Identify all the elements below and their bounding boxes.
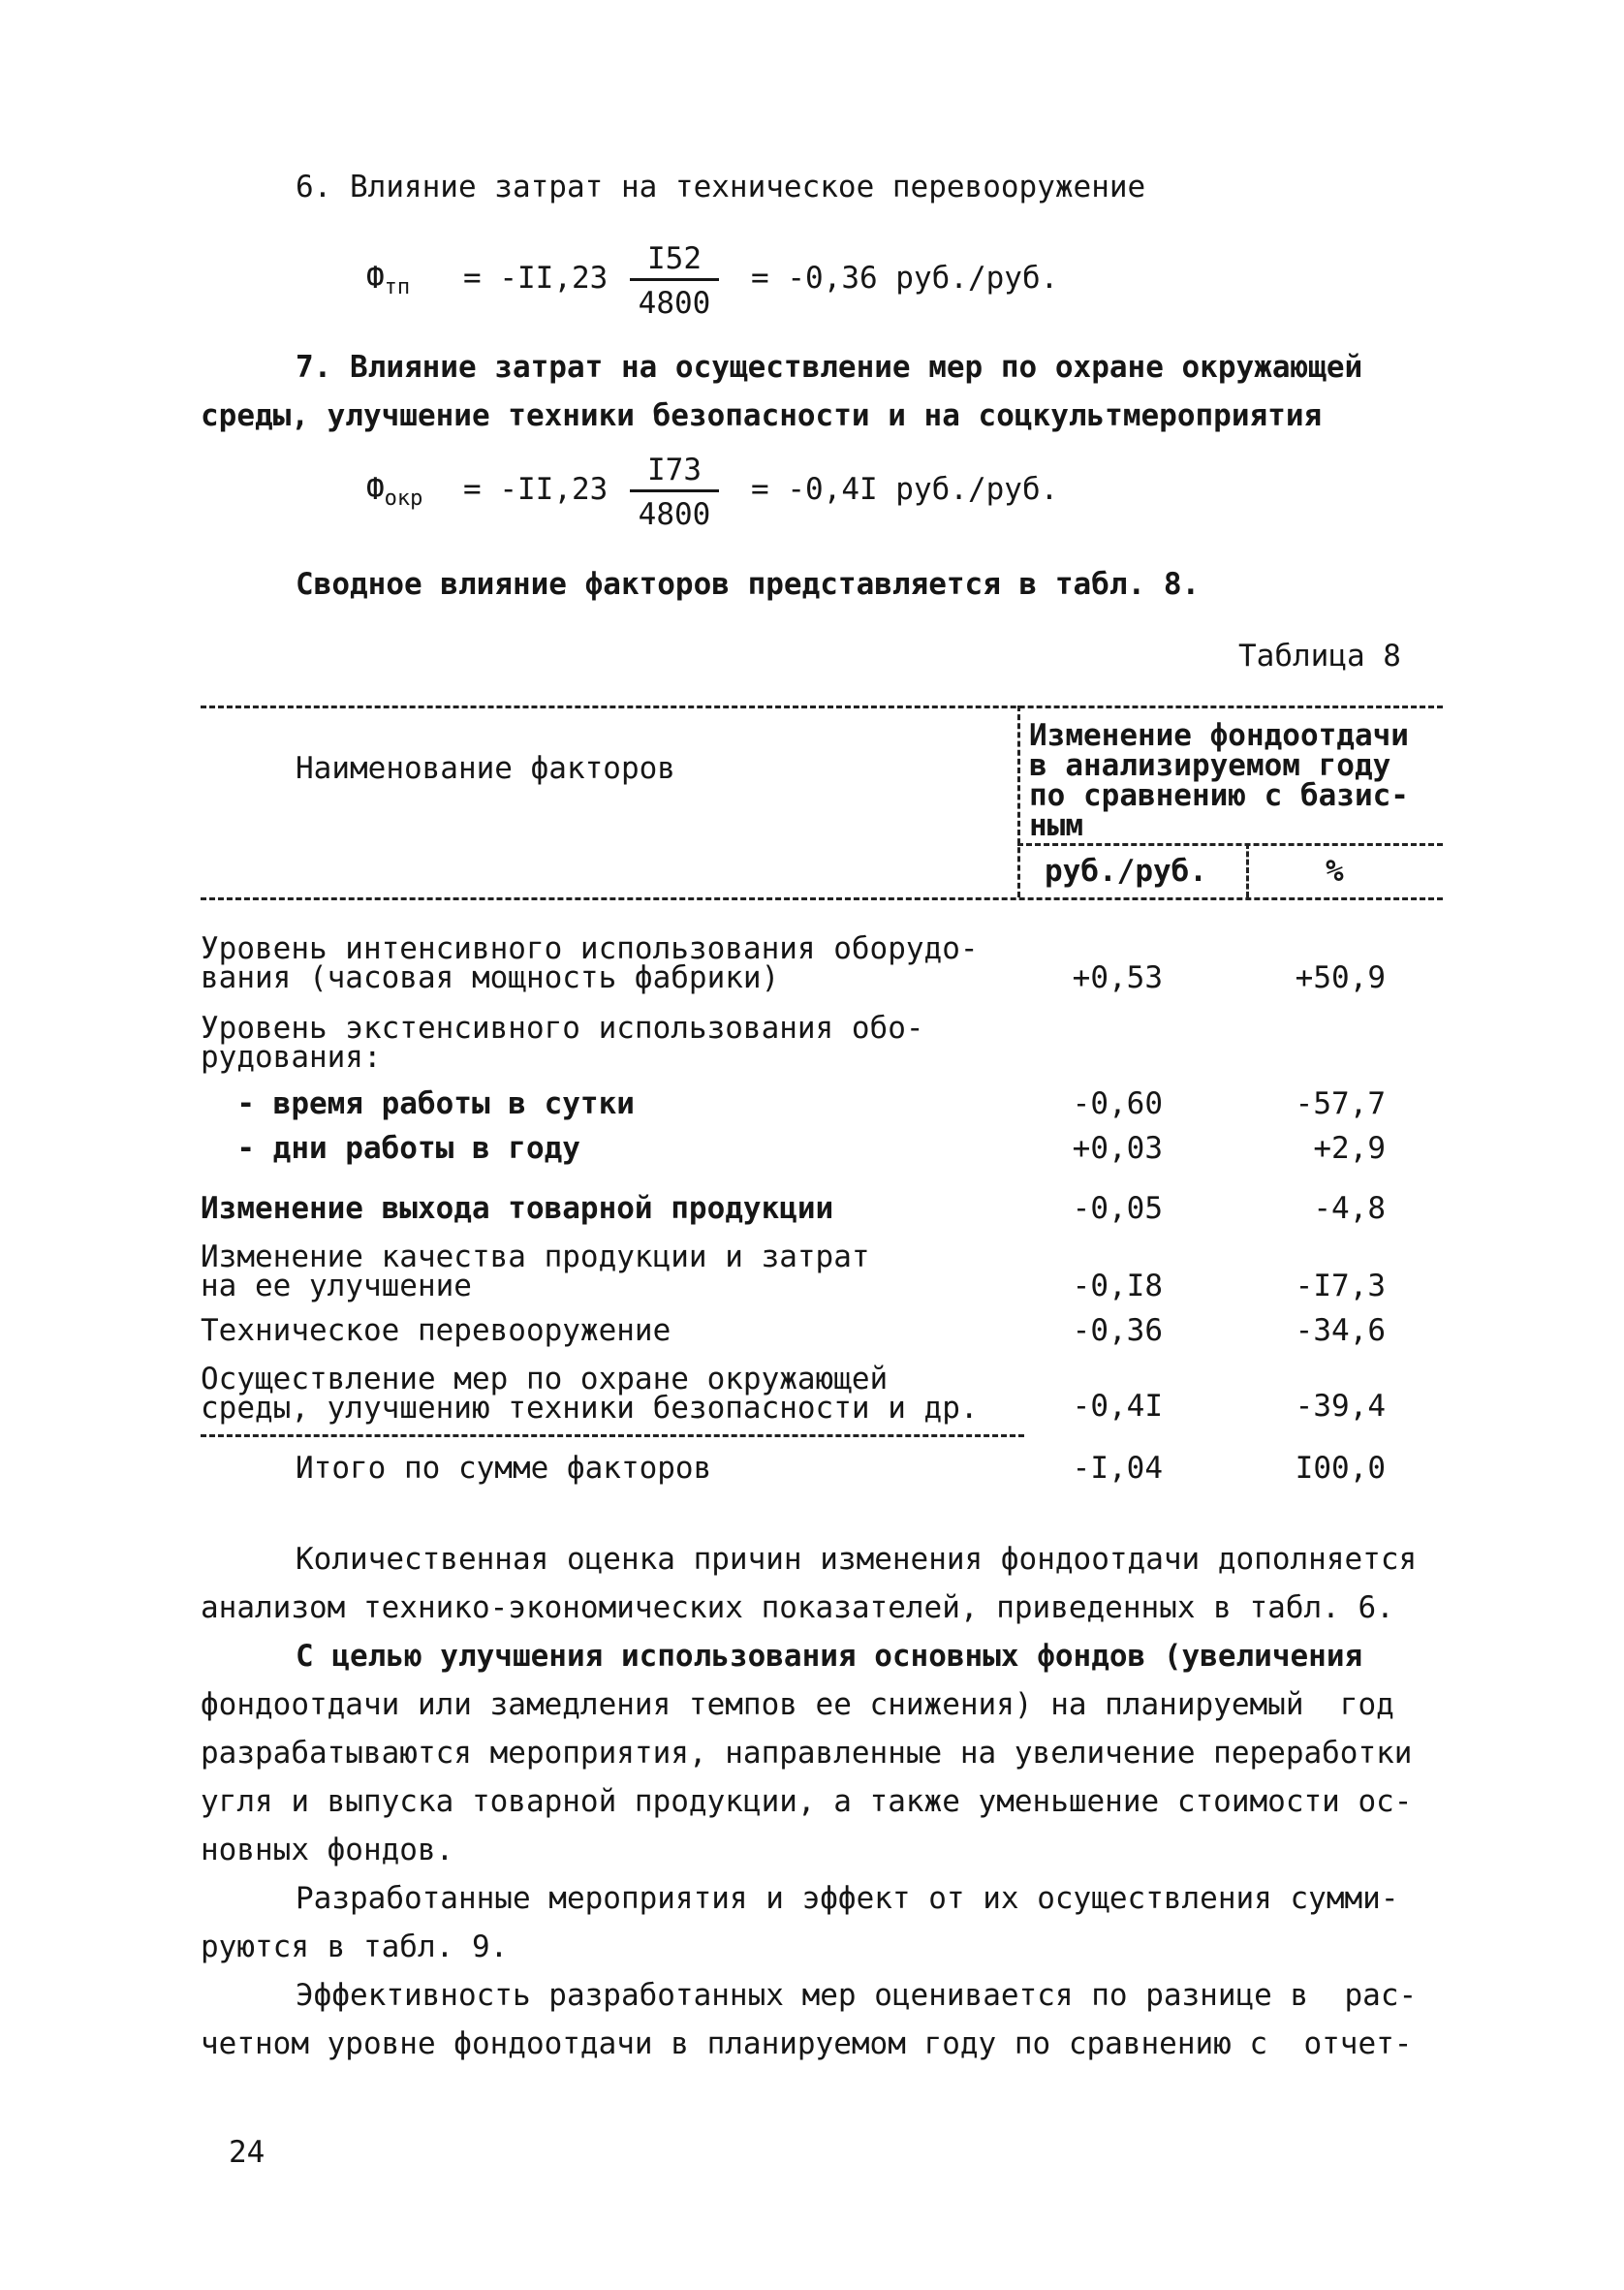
paragraph-3-line-2: руются в табл. 9. [201, 1929, 509, 1964]
table-total-label: Итого по сумме факторов [296, 1451, 712, 1486]
table-header-change-line-4: ным [1029, 808, 1083, 843]
paragraph-2-line-2: фондоотдачи или замедления темпов ее снижения) на планируемый год [201, 1687, 1394, 1722]
formula-7-denominator: 4800 [638, 497, 711, 532]
table-header-change-line-3: по сравнению с базис- [1029, 778, 1409, 813]
table-top-rule [201, 706, 1443, 708]
table-row-7-pct: -34,6 [1295, 1313, 1386, 1348]
formula-6-numerator: I52 [647, 241, 702, 276]
formula-6-lhs-sub: тп [384, 275, 411, 299]
formula-6-eq: = -II,23 [463, 261, 609, 296]
formula-6-result: = -0,36 руб./руб. [751, 261, 1059, 296]
table-total-pct: I00,0 [1295, 1451, 1386, 1486]
paragraph-4-line-1: Эффективность разработанных мер оценивается по разнице в рас- [296, 1978, 1418, 2013]
table-header-unit-rub: руб./руб. [1045, 854, 1207, 889]
table-row-8-label-line-2: среды, улучшению техники безопасности и др. [201, 1391, 979, 1426]
formula-7-lhs [366, 472, 423, 511]
table-row-5-pct: -4,8 [1313, 1191, 1386, 1226]
paragraph-2-line-1: С целью улучшения использования основных фондов (увеличения [296, 1639, 1363, 1674]
table-row-5-label: Изменение выхода товарной продукции [201, 1191, 834, 1226]
table-row-6-pct: -I7,3 [1295, 1269, 1386, 1303]
formula-7-fraction-bar [630, 489, 719, 492]
summary-intro: Сводное влияние факторов представляется в табл. 8. [296, 567, 1201, 602]
paragraph-2-line-5: новных фондов. [201, 1833, 454, 1867]
table-row-8-rub: -0,4I [1072, 1389, 1163, 1424]
table-row-4-rub: +0,03 [1072, 1131, 1163, 1166]
table-header-change-line-1: Изменение фондоотдачи [1029, 718, 1409, 753]
formula-6-fraction [630, 242, 719, 320]
formula-7-eq: = -II,23 [463, 472, 609, 507]
formula-7-fraction [630, 454, 719, 531]
table-row-7-rub: -0,36 [1072, 1313, 1163, 1348]
table-row-8-pct: -39,4 [1295, 1389, 1386, 1424]
table-row-7-label: Техническое перевооружение [201, 1313, 671, 1348]
paragraph-3-line-1: Разработанные мероприятия и эффект от их осуществления сумми- [296, 1881, 1399, 1916]
table-unit-vertical-divider [1246, 843, 1249, 897]
table-row-6-label-line-1: Изменение качества продукции и затрат [201, 1239, 870, 1274]
table-row-1-rub: +0,53 [1072, 960, 1163, 995]
paragraph-2-line-4: угля и выпуска товарной продукции, а также уменьшение стоимости ос- [201, 1784, 1413, 1819]
table-row-6-rub: -0,I8 [1072, 1269, 1163, 1303]
section-6-heading: 6. Влияние затрат на техническое перевооружение [296, 170, 1146, 204]
table-row-3-label: - время работы в сутки [201, 1086, 635, 1121]
table-total-rule [201, 1434, 1024, 1437]
table-row-5-rub: -0,05 [1072, 1191, 1163, 1226]
paragraph-1-line-1: Количественная оценка причин изменения фондоотдачи дополняется [296, 1542, 1418, 1577]
formula-7-lhs-sub: окр [384, 486, 423, 511]
formula-6-fraction-bar [630, 278, 719, 281]
formula-7-result: = -0,4I руб./руб. [751, 472, 1059, 507]
table-row-1-label-line-2: вания (часовая мощность фабрики) [201, 960, 780, 995]
table-caption: Таблица 8 [1238, 639, 1401, 674]
table-row-4-label: - дни работы в году [201, 1131, 580, 1166]
table-header-bottom-rule [201, 897, 1443, 900]
table-row-3-rub: -0,60 [1072, 1086, 1163, 1121]
paragraph-1-line-2: анализом технико-экономических показателей, приведенных в табл. 6. [201, 1590, 1394, 1625]
table-row-4-pct: +2,9 [1313, 1131, 1386, 1166]
formula-7-numerator: I73 [647, 453, 702, 487]
table-row-1-label-line-1: Уровень интенсивного использования оборудо- [201, 931, 979, 966]
table-row-1-pct: +50,9 [1295, 960, 1386, 995]
section-7-heading-line-1: 7. Влияние затрат на осуществление мер по охране окружающей [296, 350, 1363, 385]
page-number: 24 [229, 2135, 265, 2170]
table-row-8-label-line-1: Осуществление мер по охране окружающей [201, 1362, 889, 1396]
table-total-rub: -I,04 [1072, 1451, 1163, 1486]
table-row-2-label-line-1: Уровень экстенсивного использования обо- [201, 1011, 924, 1046]
formula-6-lhs-main: Ф [366, 261, 385, 296]
formula-6-denominator: 4800 [638, 286, 711, 321]
table-row-3-pct: -57,7 [1295, 1086, 1386, 1121]
table-header-unit-pct: % [1326, 854, 1344, 889]
formula-7-lhs-main: Ф [366, 472, 385, 507]
paragraph-4-line-2: четном уровне фондоотдачи в планируемом году по сравнению с отчет- [201, 2026, 1413, 2061]
formula-6-lhs [366, 261, 411, 299]
table-header-factor: Наименование факторов [296, 751, 675, 786]
section-7-heading-line-2: среды, улучшение техники безопасности и на соцкультмероприятия [201, 398, 1323, 433]
table-header-vertical-divider [1017, 706, 1020, 897]
table-row-6-label-line-2: на ее улучшение [201, 1269, 472, 1303]
table-header-change-line-2: в анализируемом году [1029, 748, 1391, 783]
table-subheader-rule [1017, 843, 1443, 846]
paragraph-2-line-3: разрабатываются мероприятия, направленные на увеличение переработки [201, 1736, 1413, 1771]
table-row-2-label-line-2: рудования: [201, 1040, 382, 1075]
